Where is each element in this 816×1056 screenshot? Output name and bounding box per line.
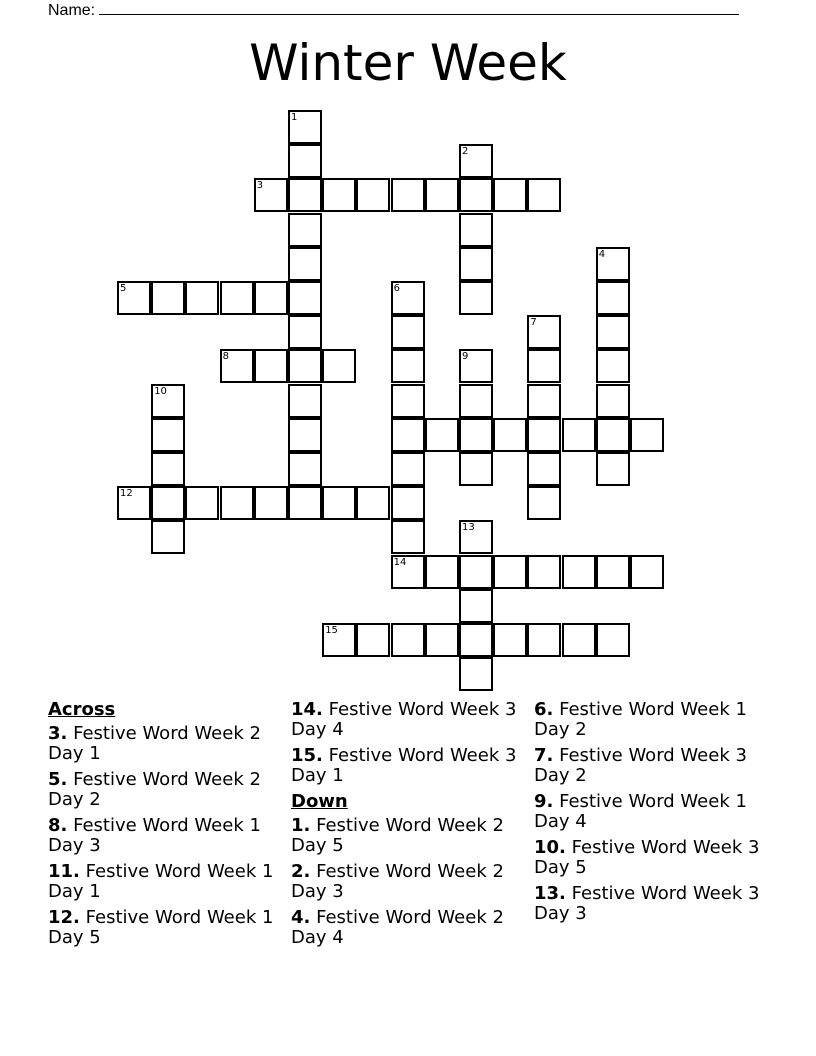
crossword-cell[interactable] — [322, 623, 356, 657]
crossword-cell[interactable] — [254, 178, 288, 212]
crossword-cell[interactable] — [459, 452, 493, 486]
cell-number: 4 — [598, 248, 606, 260]
clue-across-3: 3. Festive Word Week 2 Day 1 — [48, 723, 261, 764]
crossword-cell[interactable] — [425, 555, 459, 589]
crossword-cell[interactable] — [459, 555, 493, 589]
cell-number: 5 — [120, 283, 127, 294]
clue-down-4: 4. Festive Word Week 2 Day 4 — [291, 907, 504, 948]
crossword-cell[interactable] — [288, 144, 322, 178]
crossword-cell[interactable] — [391, 555, 425, 589]
clues-column-3 — [534, 700, 764, 930]
cell-number: 8 — [222, 351, 229, 363]
crossword-cell[interactable] — [527, 315, 561, 349]
crossword-cell[interactable] — [185, 486, 219, 520]
crossword-cell[interactable] — [425, 178, 459, 212]
crossword-cell[interactable] — [288, 247, 322, 281]
crossword-cell[interactable] — [596, 418, 630, 452]
crossword-cell[interactable] — [562, 418, 596, 452]
cell-number: 14 — [393, 556, 407, 568]
crossword-cell[interactable] — [391, 315, 425, 349]
crossword-cell[interactable] — [151, 418, 185, 452]
crossword-cell[interactable] — [356, 486, 390, 520]
crossword-cell[interactable] — [562, 555, 596, 589]
cell-number: 12 — [120, 488, 133, 500]
clue-down-7: 7. Festive Word Week 3 Day 2 — [534, 745, 747, 786]
crossword-cell[interactable] — [288, 486, 322, 520]
crossword-cell[interactable] — [596, 452, 630, 486]
crossword-cell[interactable] — [527, 452, 561, 486]
crossword-cell[interactable] — [288, 178, 322, 212]
crossword-cell[interactable] — [596, 247, 630, 281]
crossword-cell[interactable] — [562, 623, 596, 657]
cell-number: 1 — [291, 112, 298, 123]
clue-across-5: 5. Festive Word Week 2 Day 2 — [48, 769, 261, 810]
crossword-cell[interactable] — [288, 418, 322, 452]
crossword-cell[interactable] — [151, 486, 185, 520]
crossword-cell[interactable] — [596, 384, 630, 418]
crossword-cell[interactable] — [288, 349, 322, 383]
crossword-cell[interactable] — [254, 281, 288, 315]
crossword-cell[interactable] — [493, 623, 527, 657]
crossword-cell[interactable] — [459, 213, 493, 247]
crossword-cell[interactable] — [356, 623, 390, 657]
clues-column-1 — [48, 700, 278, 954]
crossword-cell[interactable] — [117, 486, 151, 520]
clues-column-2 — [291, 700, 521, 954]
crossword-cell[interactable] — [288, 452, 322, 486]
crossword-cell[interactable] — [459, 384, 493, 418]
crossword-cell[interactable] — [322, 486, 356, 520]
crossword-cell[interactable] — [459, 418, 493, 452]
crossword-cell[interactable] — [151, 520, 185, 554]
crossword-cell[interactable] — [254, 486, 288, 520]
crossword-cell[interactable] — [527, 349, 561, 383]
cell-number: 2 — [462, 146, 469, 158]
crossword-cell[interactable] — [288, 281, 322, 315]
crossword-cell[interactable] — [220, 281, 254, 315]
crossword-cell[interactable] — [288, 384, 322, 418]
crossword-cell[interactable] — [527, 486, 561, 520]
crossword-cell[interactable] — [459, 144, 493, 178]
crossword-cell[interactable] — [391, 349, 425, 383]
crossword-cell[interactable] — [288, 110, 322, 144]
crossword-cell[interactable] — [322, 178, 356, 212]
crossword-cell[interactable] — [493, 178, 527, 212]
crossword-cell[interactable] — [459, 589, 493, 623]
clue-down-6: 6. Festive Word Week 1 Day 2 — [534, 699, 747, 740]
crossword-cell[interactable] — [391, 281, 425, 315]
crossword-cell[interactable] — [220, 486, 254, 520]
cell-number: 9 — [462, 351, 469, 363]
clue-down-2: 2. Festive Word Week 2 Day 3 — [291, 861, 504, 902]
crossword-cell[interactable] — [459, 349, 493, 383]
clue-down-13: 13. Festive Word Week 3 Day 3 — [534, 883, 760, 924]
clue-across-14: 14. Festive Word Week 3 Day 4 — [291, 699, 517, 740]
crossword-cell[interactable] — [288, 213, 322, 247]
cell-number: 6 — [393, 283, 400, 294]
crossword-cell[interactable] — [425, 623, 459, 657]
crossword-cell[interactable] — [630, 418, 664, 452]
cell-number: 3 — [256, 180, 264, 192]
crossword-cell[interactable] — [459, 247, 493, 281]
crossword-cell[interactable] — [527, 555, 561, 589]
crossword-cell[interactable] — [391, 418, 425, 452]
crossword-cell[interactable] — [151, 384, 185, 418]
clue-down-1: 1. Festive Word Week 2 Day 5 — [291, 815, 504, 856]
clue-down-10: 10. Festive Word Week 3 Day 5 — [534, 837, 760, 878]
crossword-cell[interactable] — [220, 349, 254, 383]
crossword-cell[interactable] — [493, 555, 527, 589]
crossword-cell[interactable] — [391, 520, 425, 554]
clue-across-12: 12. Festive Word Week 1 Day 5 — [48, 907, 274, 948]
crossword-cell[interactable] — [630, 555, 664, 589]
crossword-cell[interactable] — [459, 623, 493, 657]
crossword-cell[interactable] — [527, 418, 561, 452]
cell-number: 10 — [154, 385, 167, 397]
crossword-cell[interactable] — [151, 452, 185, 486]
crossword-cell[interactable] — [459, 178, 493, 212]
crossword-cell[interactable] — [459, 657, 493, 691]
crossword-cell[interactable] — [151, 281, 185, 315]
crossword-cell[interactable] — [117, 281, 151, 315]
crossword-cell[interactable] — [391, 384, 425, 418]
cell-number: 13 — [462, 522, 475, 534]
crossword-cell[interactable] — [391, 452, 425, 486]
crossword-cell[interactable] — [459, 520, 493, 554]
crossword-cell[interactable] — [322, 349, 356, 383]
crossword-cell[interactable] — [425, 418, 459, 452]
cell-number: 15 — [325, 625, 338, 636]
down-heading: Down — [291, 791, 348, 812]
name-label: Name: — [48, 2, 96, 19]
crossword-cell[interactable] — [596, 281, 630, 315]
clue-across-11: 11. Festive Word Week 1 Day 1 — [48, 861, 274, 902]
clue-across-15: 15. Festive Word Week 3 Day 1 — [291, 745, 517, 786]
crossword-cell[interactable] — [527, 178, 561, 212]
crossword-cell[interactable] — [185, 281, 219, 315]
crossword-cell[interactable] — [493, 418, 527, 452]
crossword-cell[interactable] — [527, 623, 561, 657]
crossword-cell[interactable] — [391, 623, 425, 657]
clue-down-9: 9. Festive Word Week 1 Day 4 — [534, 791, 747, 832]
crossword-cell[interactable] — [596, 315, 630, 349]
crossword-cell[interactable] — [596, 623, 630, 657]
crossword-cell[interactable] — [527, 384, 561, 418]
crossword-cell[interactable] — [596, 349, 630, 383]
crossword-cell[interactable] — [391, 178, 425, 212]
puzzle-title: Winter Week — [249, 34, 567, 92]
crossword-cell[interactable] — [356, 178, 390, 212]
across-heading: Across — [48, 699, 116, 720]
crossword-cell[interactable] — [288, 315, 322, 349]
crossword-cell[interactable] — [391, 486, 425, 520]
cell-number: 7 — [530, 317, 537, 329]
crossword-cell[interactable] — [596, 555, 630, 589]
clue-across-8: 8. Festive Word Week 1 Day 3 — [48, 815, 261, 856]
crossword-cell[interactable] — [459, 281, 493, 315]
crossword-cell[interactable] — [254, 349, 288, 383]
